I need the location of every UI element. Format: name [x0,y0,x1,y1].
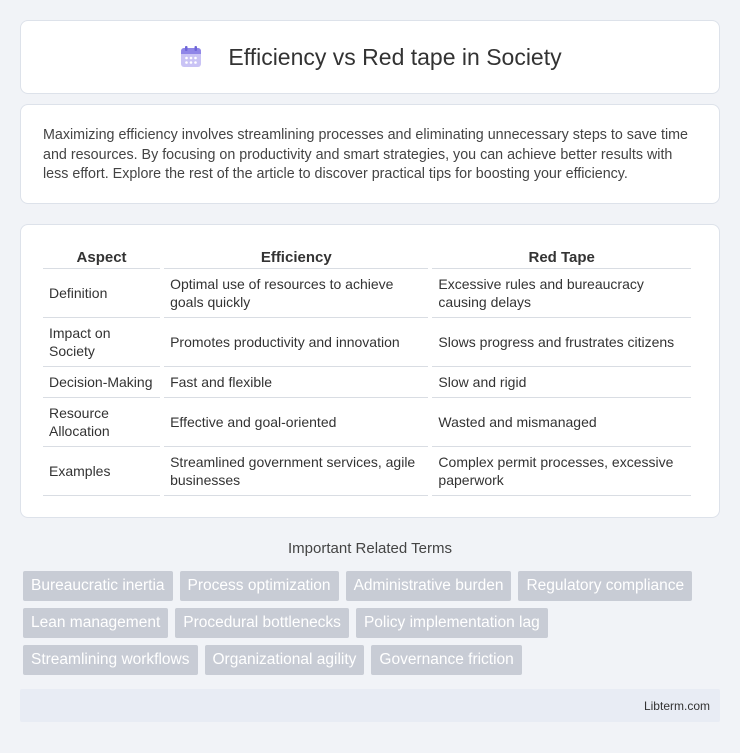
intro-card [20,104,720,204]
cell-aspect: Definition [43,269,160,318]
header-aspect: Aspect [43,245,160,269]
cell-aspect: Resource Allocation [43,398,160,447]
tag-lean-management[interactable]: Lean management [23,608,168,638]
related-terms-title: Important Related Terms [288,540,452,557]
tag-policy-implementation-lag[interactable]: Policy implementation lag [356,608,548,638]
tag-governance-friction[interactable]: Governance friction [371,645,521,675]
calendar-icon [178,44,204,70]
cell-efficiency: Optimal use of resources to achieve goals quickly [164,269,428,318]
related-terms-list [23,571,723,682]
tag-organizational-agility[interactable]: Organizational agility [205,645,365,675]
tag-row [23,608,723,638]
tag-streamlining-workflows[interactable]: Streamlining workflows [23,645,198,675]
header-red-tape: Red Tape [432,245,691,269]
cell-aspect: Impact on Society [43,318,160,367]
tag-bureaucratic-inertia[interactable]: Bureaucratic inertia [23,571,173,601]
table-row [43,269,691,318]
comparison-table-card [20,224,720,518]
tag-regulatory-compliance[interactable]: Regulatory compliance [518,571,692,601]
cell-red-tape: Wasted and mismanaged [432,398,691,447]
tag-row [23,571,723,601]
intro-text: Maximizing efficiency involves streamlining processes and eliminating unnecessary steps to save time and resources. By focusing on productivity and smart strategies, you can achieve better results with less effort. Explore the rest of the article to discover practical tips for boosting your efficiency. [43,127,688,182]
cell-efficiency: Streamlined government services, agile businesses [164,447,428,496]
cell-aspect: Decision-Making [43,367,160,398]
cell-red-tape: Complex permit processes, excessive paperwork [432,447,691,496]
table-row [43,318,691,367]
cell-aspect: Examples [43,447,160,496]
header-card [20,20,720,94]
footer [20,689,720,722]
cell-red-tape: Slow and rigid [432,367,691,398]
cell-efficiency: Effective and goal-oriented [164,398,428,447]
cell-efficiency: Fast and flexible [164,367,428,398]
footer-site-link[interactable]: Libterm.com [643,699,710,713]
tag-administrative-burden[interactable]: Administrative burden [346,571,512,601]
table-row [43,398,691,447]
table-row [43,367,691,398]
header-efficiency: Efficiency [164,245,428,269]
cell-efficiency: Promotes productivity and innovation [164,318,428,367]
tag-procedural-bottlenecks[interactable]: Procedural bottlenecks [175,608,349,638]
comparison-table [39,245,695,496]
table-row [43,447,691,496]
tag-row [23,645,723,675]
page-title: Efficiency vs Red tape in Society [228,43,562,70]
cell-red-tape: Excessive rules and bureaucracy causing delays [432,269,691,318]
tag-process-optimization[interactable]: Process optimization [180,571,339,601]
cell-red-tape: Slows progress and frustrates citizens [432,318,691,367]
